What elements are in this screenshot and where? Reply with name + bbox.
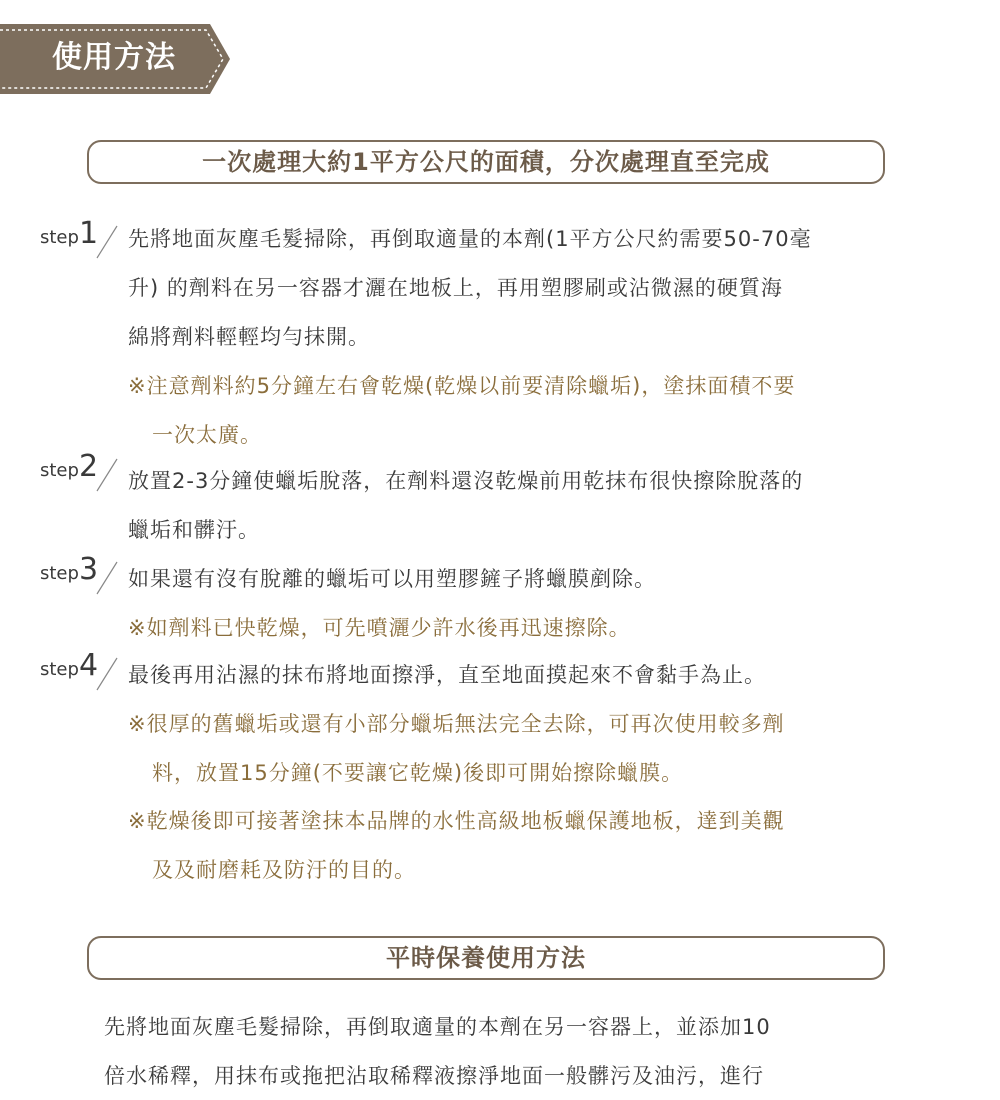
- step-1-line-1: 先將地面灰塵毛髮掃除，再倒取適量的本劑(1平方公尺約需要50-70毫: [128, 227, 812, 251]
- step-slash-icon: [93, 455, 121, 495]
- step-slash-icon: [93, 222, 121, 262]
- maintenance-line-1: 先將地面灰塵毛髮掃除，再倒取適量的本劑在另一容器上，並添加10: [104, 1015, 771, 1039]
- step-prefix: step: [40, 659, 79, 680]
- step-1-line-3: 綿將劑料輕輕均勻抹開。: [128, 325, 370, 349]
- section-banner: [0, 24, 232, 94]
- step-number: 1: [78, 216, 99, 251]
- step-prefix: step: [40, 227, 79, 248]
- step-prefix: step: [40, 460, 79, 481]
- step-3-note-line-1: ※如劑料已快乾燥，可先噴灑少許水後再迅速擦除。: [128, 616, 631, 640]
- maintenance-line-2: 倍水稀釋，用抹布或拖把沾取稀釋液擦淨地面一般髒污及油污，進行: [104, 1064, 764, 1088]
- step-4-note-2-line-1: ※乾燥後即可接著塗抹本品牌的水性高級地板蠟保護地板，達到美觀: [128, 809, 785, 833]
- step-1-note-line-1: ※注意劑料約5分鐘左右會乾燥(乾燥以前要清除蠟垢)，塗抹面積不要: [128, 374, 796, 398]
- step-1-note-line-2: 一次太廣。: [152, 423, 262, 447]
- step-4-note-1-line-1: ※很厚的舊蠟垢或還有小部分蠟垢無法完全去除，可再次使用較多劑: [128, 712, 785, 736]
- step-4-label: [40, 648, 99, 683]
- step-4-note-1-line-2: 料，放置15分鐘(不要讓它乾燥)後即可開始擦除蠟膜。: [152, 761, 684, 785]
- step-3-line-1: 如果還有沒有脫離的蠟垢可以用塑膠鏟子將蠟膜剷除。: [128, 567, 656, 591]
- step-number: 4: [78, 648, 99, 683]
- step-prefix: step: [40, 563, 79, 584]
- step-2-line-2: 蠟垢和髒汙。: [128, 518, 260, 542]
- step-1-line-2: 升) 的劑料在另一容器才灑在地板上，再用塑膠刷或沾微濕的硬質海: [128, 276, 783, 300]
- step-4-note-2-line-2: 及及耐磨耗及防汙的目的。: [152, 858, 416, 882]
- step-1-label: [40, 216, 99, 251]
- step-4-line-1: 最後再用沾濕的抹布將地面擦淨，直至地面摸起來不會黏手為止。: [128, 663, 766, 687]
- step-slash-icon: [93, 558, 121, 598]
- step-2-label: [40, 449, 99, 484]
- section-heading-batch: 一次處理大約1平方公尺的面積，分次處理直至完成: [87, 140, 885, 184]
- step-2-line-1: 放置2-3分鐘使蠟垢脫落，在劑料還沒乾燥前用乾抹布很快擦除脫落的: [128, 469, 804, 493]
- step-number: 3: [78, 552, 99, 587]
- step-slash-icon: [93, 654, 121, 694]
- step-3-label: [40, 552, 99, 587]
- banner-title: 使用方法: [52, 40, 176, 75]
- step-number: 2: [78, 449, 99, 484]
- section-heading-maintenance: 平時保養使用方法: [87, 936, 885, 980]
